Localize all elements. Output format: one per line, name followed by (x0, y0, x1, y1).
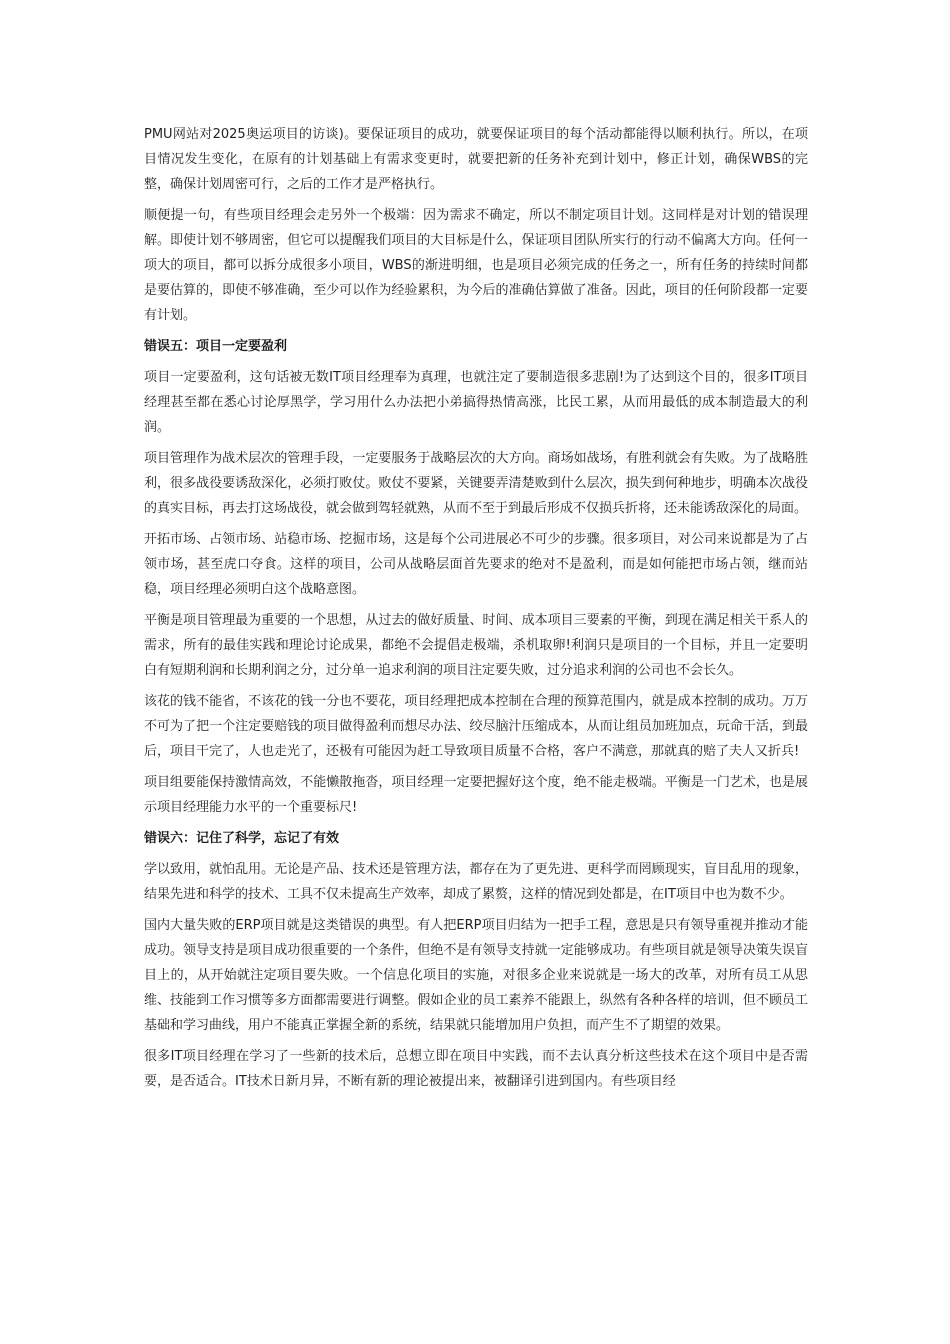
paragraph: 开拓市场、占领市场、站稳市场、挖掘市场，这是每个公司进展必不可少的步骤。很多项目，对公司来说都是为了占领市场，甚至虎口夺食。这样的项目，公司从战略层面首先要求的绝对不是盈利，而是如何能把市场占领，继而站稳，项目经理必须明白这个战略意图。 (144, 532, 808, 597)
paragraph: PMU网站对2025奥运项目的访谈)。要保证项目的成功，就要保证项目的每个活动都能得以顺利执行。所以，在项目情况发生变化，在原有的计划基础上有需求变更时，就要把新的任务补充到计划中，修正计划，确保WBS的完整，确保计划周密可行，之后的工作才是严格执行。 (144, 127, 808, 192)
paragraph: 学以致用，就怕乱用。无论是产品、技术还是管理方法，都存在为了更先进、更科学而罔顾现实，盲目乱用的现象，结果先进和科学的技术、工具不仅未提高生产效率，却成了累赘，这样的情况到处都是，在IT项目中也为数不少。 (144, 862, 808, 902)
paragraph: 项目组要能保持激情高效，不能懒散拖沓，项目经理一定要把握好这个度，绝不能走极端。平衡是一门艺术，也是展示项目经理能力水平的一个重要标尺! (144, 775, 808, 815)
document-body (144, 122, 808, 1100)
paragraph: 该花的钱不能省，不该花的钱一分也不要花，项目经理把成本控制在合理的预算范围内，就是成本控制的成功。万万不可为了把一个注定要赔钱的项目做得盈利而想尽办法、绞尽脑汁压缩成本，从而让组员加班加点，玩命干活，到最后，项目干完了，人也走光了，还极有可能因为赶工导致项目质量不合格，客户不满意，那就真的赔了夫人又折兵! (144, 694, 808, 759)
paragraph: 项目管理作为战术层次的管理手段，一定要服务于战略层次的大方向。商场如战场，有胜利就会有失败。为了战略胜利，很多战役要诱敌深化，必须打败仗。败仗不要紧，关键要弄清楚败到什么层次，损失到何种地步，明确本次战役的真实目标，再去打这场战役，就会做到驾轻就熟，从而不至于到最后形成不仅损兵折将，还未能诱敌深化的局面。 (144, 451, 808, 516)
paragraph: 项目一定要盈利，这句话被无数IT项目经理奉为真理，也就注定了要制造很多悲剧!为了达到这个目的，很多IT项目经理甚至都在悉心讨论厚黑学，学习用什么办法把小弟搞得热情高涨，比民工累，从而用最低的成本制造最大的利润。 (144, 370, 808, 435)
section-heading: 错误六：记住了科学，忘记了有效 (144, 831, 340, 846)
paragraph: 很多IT项目经理在学习了一些新的技术后，总想立即在项目中实践，而不去认真分析这些技术在这个项目中是否需要，是否适合。IT技术日新月异，不断有新的理论被提出来，被翻译引进到国内。有些项目经 (144, 1049, 808, 1089)
section-heading: 错误五：项目一定要盈利 (144, 339, 288, 354)
paragraph: 国内大量失败的ERP项目就是这类错误的典型。有人把ERP项目归结为一把手工程，意思是只有领导重视并推动才能成功。领导支持是项目成功很重要的一个条件，但绝不是有领导支持就一定能够成功。有些项目就是领导决策失误盲目上的，从开始就注定项目要失败。一个信息化项目的实施，对很多企业来说就是一场大的改革，对所有员工从思维、技能到工作习惯等多方面都需要进行调整。假如企业的员工素养不能跟上，纵然有各种各样的培训，但不顾员工基础和学习曲线，用户不能真正掌握全新的系统，结果就只能增加用户负担，而产生不了期望的效果。 (144, 918, 808, 1033)
paragraph: 平衡是项目管理最为重要的一个思想，从过去的做好质量、时间、成本项目三要素的平衡，到现在满足相关干系人的需求，所有的最佳实践和理论讨论成果，都绝不会提倡走极端，杀机取卵!利润只是项目的一个目标，并且一定要明白有短期利润和长期利润之分，过分单一追求利润的项目注定要失败，过分追求利润的公司也不会长久。 (144, 613, 808, 678)
paragraph: 顺便提一句，有些项目经理会走另外一个极端：因为需求不确定，所以不制定项目计划。这同样是对计划的错误理解。即使计划不够周密，但它可以提醒我们项目的大目标是什么，保证项目团队所实行的行动不偏离大方向。任何一项大的项目，都可以拆分成很多小项目，WBS的渐进明细，也是项目必须完成的任务之一，所有任务的持续时间都是要估算的，即使不够准确，至少可以作为经验累积，为今后的准确估算做了准备。因此，项目的任何阶段都一定要有计划。 (144, 208, 808, 323)
